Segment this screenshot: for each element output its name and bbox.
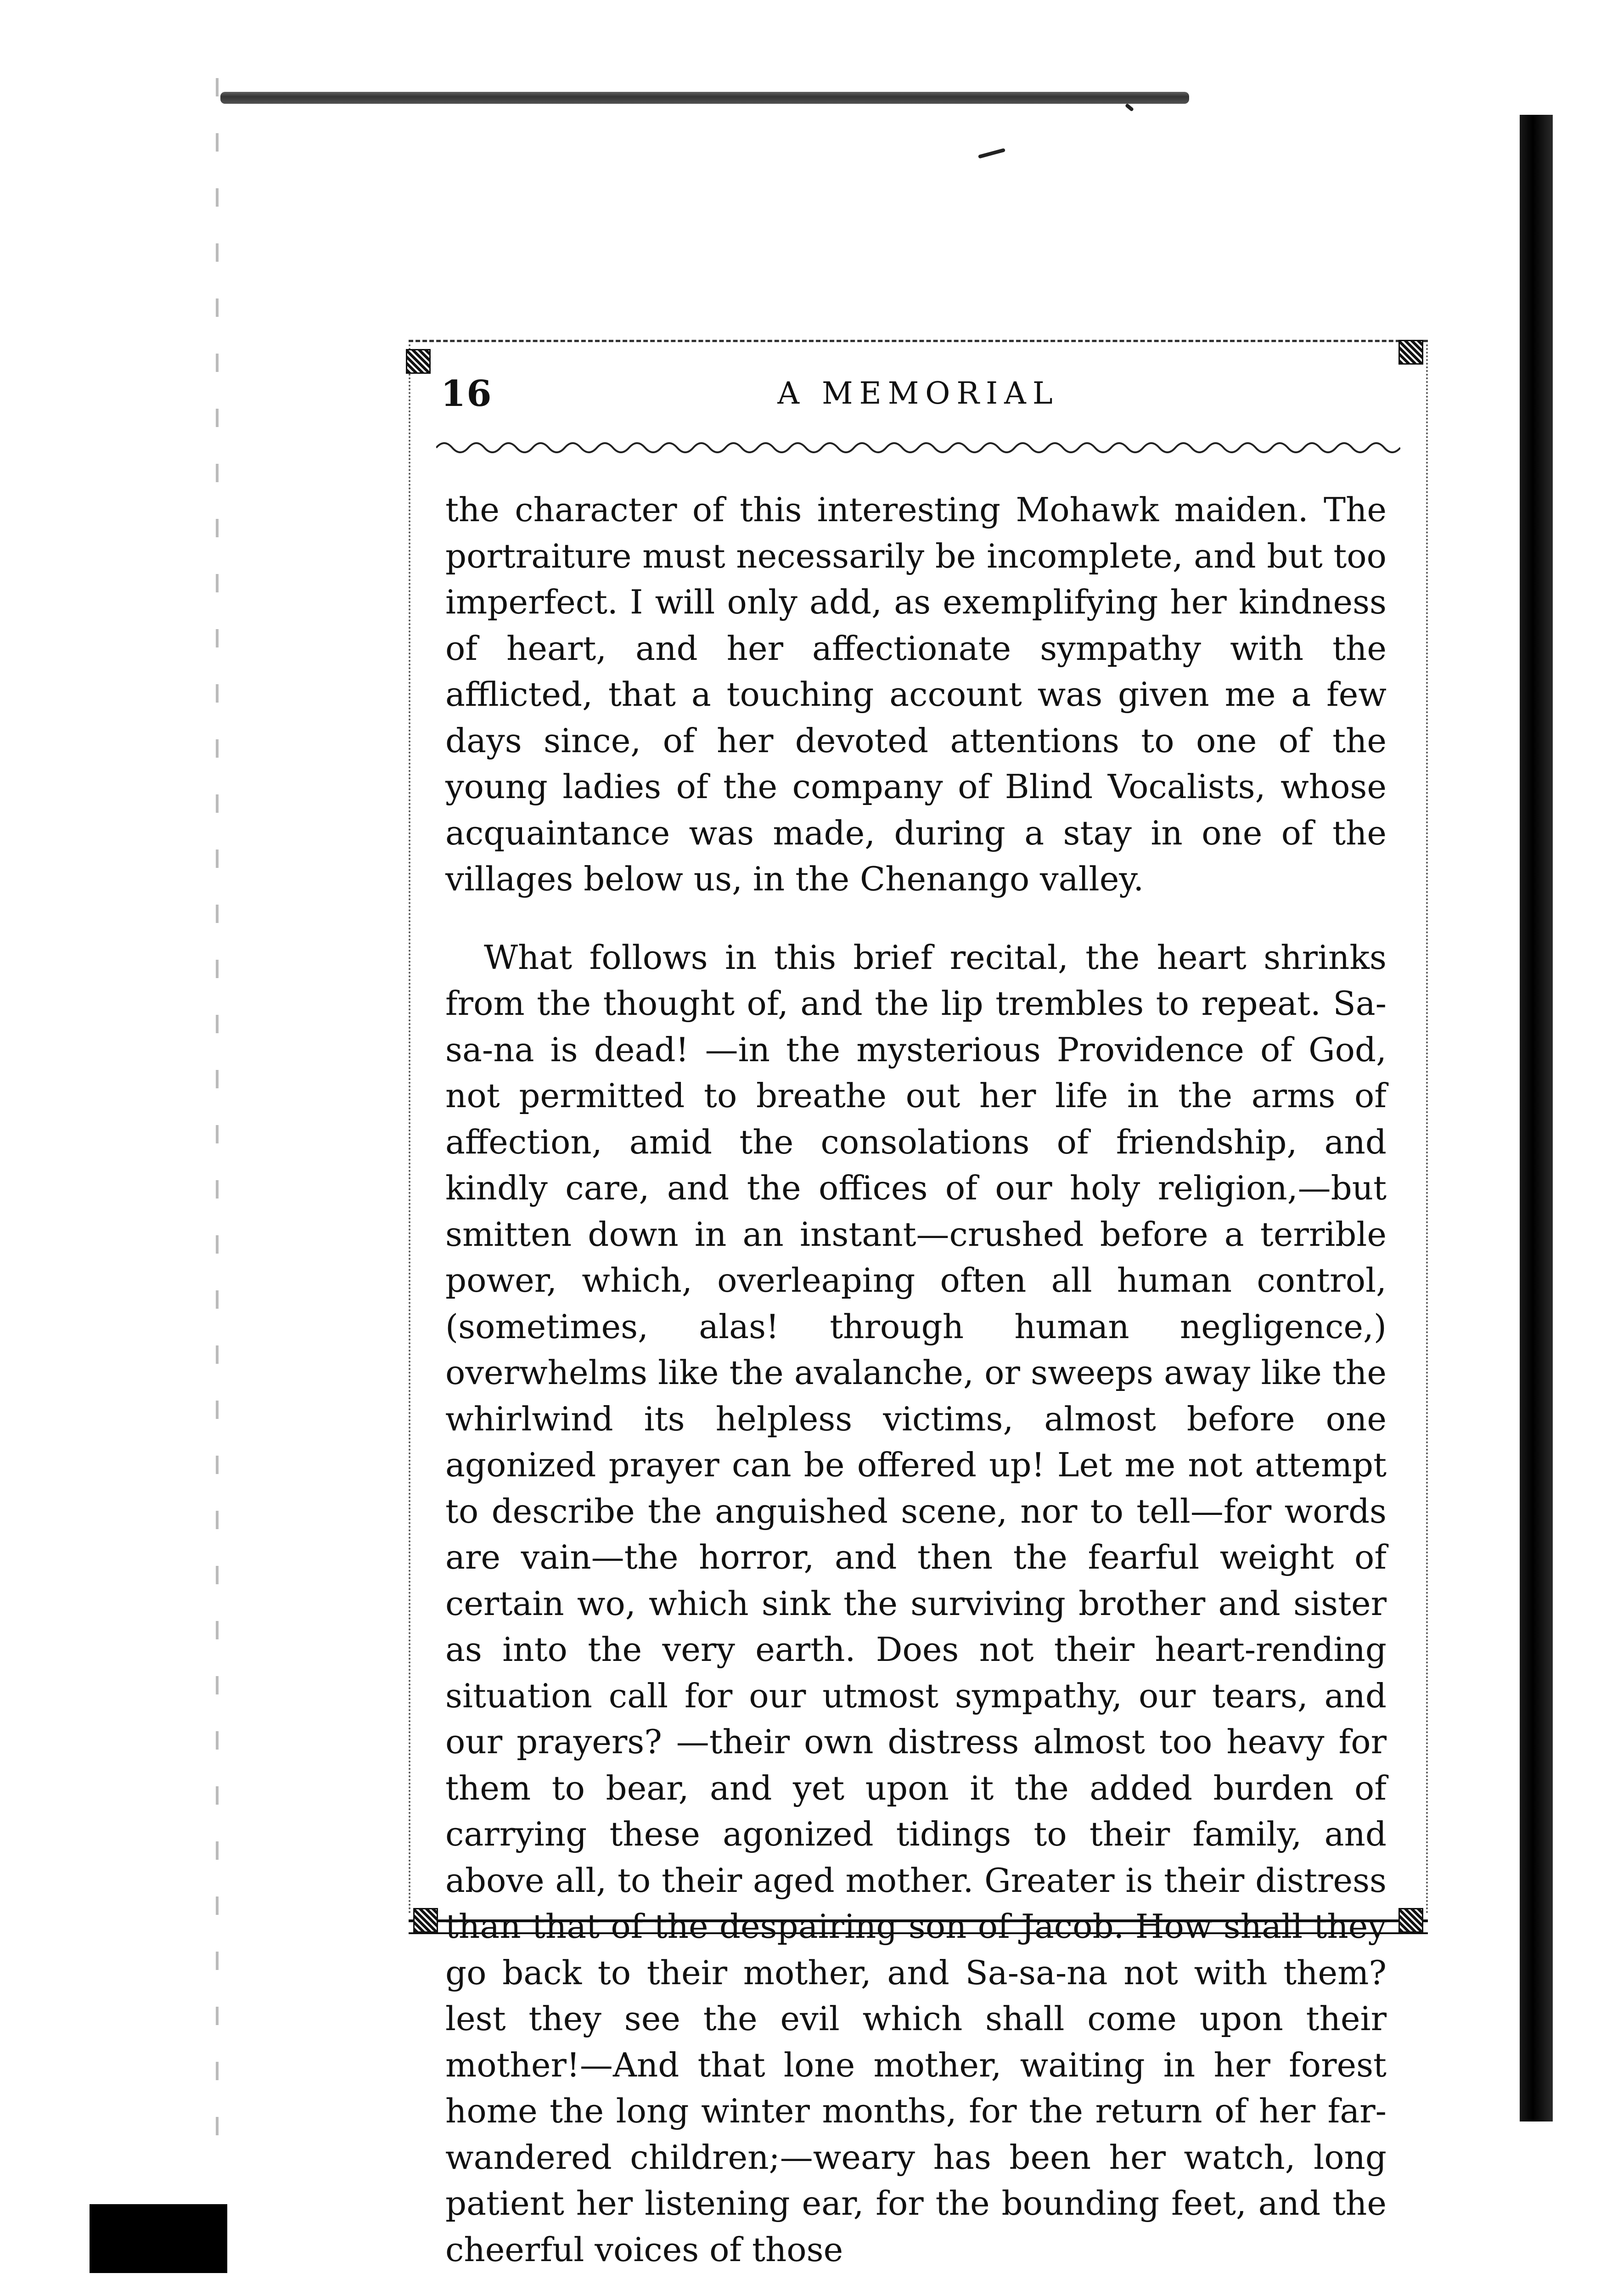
scan-mark — [978, 148, 1005, 158]
scan-dark-block — [90, 2204, 227, 2273]
corner-ornament-icon — [1398, 1908, 1423, 1933]
page-frame — [409, 340, 1428, 2269]
corner-ornament-icon — [1398, 340, 1423, 365]
page-number: 16 — [441, 373, 493, 415]
scan-smudge — [220, 92, 1189, 104]
scan-mark — [1125, 103, 1134, 112]
body-text — [445, 487, 1387, 2273]
wavy-rule — [436, 439, 1400, 457]
frame-right-rule — [1426, 344, 1428, 1915]
frame-left-rule — [409, 344, 410, 1915]
paragraph: the character of this interesting Mohawk maiden. The portraiture must necessarily be incomplete, and but too imperfect. I will only add, as exemplifying her kindness of heart, and her affectionate sympathy with the afflicted, that a touching account was given me a few days since, of her devoted attentions to one of the young ladies of the company of Blind Vocalists, whose acquaintance was made, during a stay in one of the villages below us, in the Chenango valley. — [445, 490, 1387, 898]
paragraph: What follows in this brief recital, the heart shrinks from the thought of, and the lip trembles to repeat. Sa-sa-na is dead! —in the mysterious Providence of God, not permitted to breathe out her life in the arms of affection, amid the consolations of friendship, and kindly care, and the offices of our holy religion,—but smitten down in an instant—crushed before a terrible power, which, overleaping often all human control, (sometimes, alas! through human negligence,) overwhelms like the avalanche, or sweeps away like the whirlwind its helpless victims, almost before one agonized prayer can be offered up! Let me not attempt to describe the anguished scene, nor to tell—for words are vain—the horror, and then the fearful weight of certain wo, which sink the surviving brother and sister as into the very earth. Does not their heart-rending situation call for our utmost sympathy, our tears, and our prayers? —their own distress almost too heavy for them to bear, and yet upon it the added burden of carrying these agonized tidings to their family, and above all, to their aged mother. Greater is their distress than that of the despairing son of Jacob. How shall they go back to their mother, and Sa-sa-na not with them? lest they see the evil which shall come upon their mother!—And that lone mother, waiting in her forest home the long winter months, for the return of her far-wandered children;—weary has been her watch, long patient her listening ear, for the bounding feet, and the cheerful voices of those — [445, 938, 1387, 2269]
scan-margin-line — [216, 78, 219, 2144]
book-binding-shadow — [1520, 115, 1553, 2122]
corner-ornament-icon — [406, 349, 431, 374]
corner-ornament-icon — [413, 1908, 438, 1933]
frame-top-rule — [409, 340, 1428, 342]
running-head: A MEMORIAL — [777, 376, 1059, 411]
